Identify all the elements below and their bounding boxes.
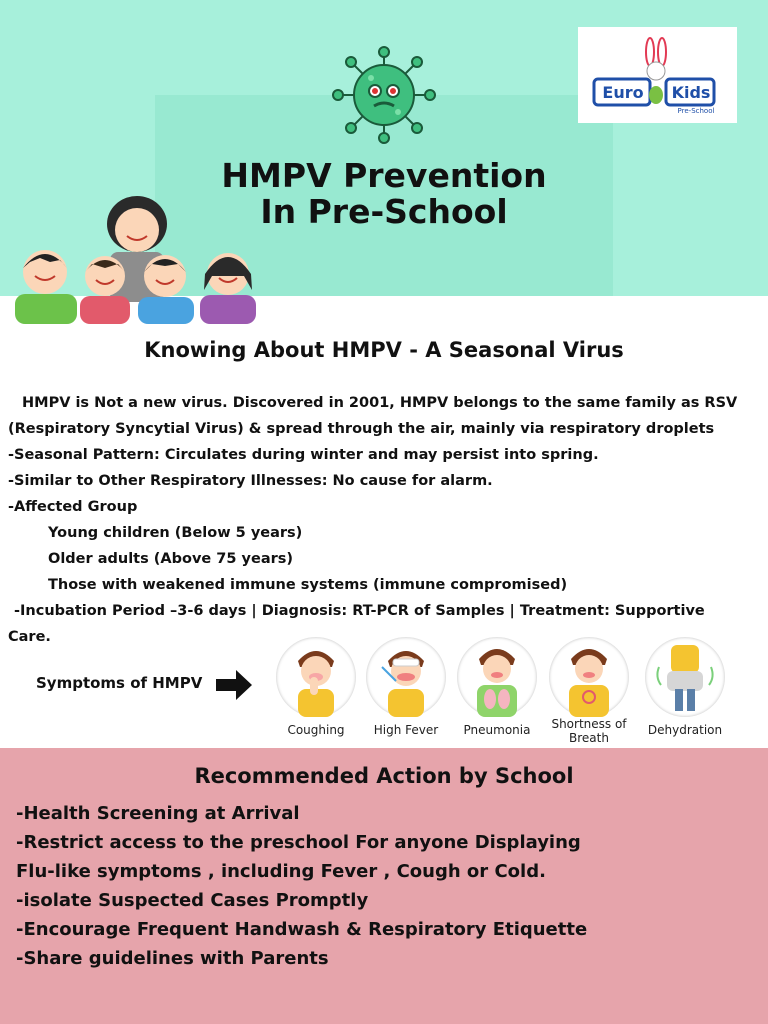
- action-item: Flu-like symptoms , including Fever , Cough or Cold.: [16, 861, 546, 882]
- about-line: Older adults (Above 75 years): [48, 551, 294, 567]
- symptom-high-fever: [361, 637, 451, 737]
- about-line: HMPV is Not a new virus. Discovered in 2001, HMPV belongs to the same family as RSV: [22, 395, 738, 411]
- about-heading: Knowing About HMPV - A Seasonal Virus: [144, 338, 624, 362]
- symptom-label: High Fever: [373, 723, 439, 737]
- logo-brand-left: Euro: [602, 83, 644, 102]
- symptom-shortness-of-breath: [544, 637, 634, 745]
- symptom-coughing: [271, 637, 361, 737]
- action-item: -isolate Suspected Cases Promptly: [16, 890, 369, 911]
- action-item: -Health Screening at Arrival: [16, 803, 300, 824]
- children-illustration: [0, 190, 275, 324]
- pneumonia-icon: [457, 637, 537, 717]
- about-body: [8, 390, 762, 650]
- fever-icon: [366, 637, 446, 717]
- about-line: Those with weakened immune systems (immune compromised): [48, 577, 568, 593]
- about-line: -Incubation Period –3-6 days | Diagnosis: RT-PCR of Samples | Treatment: Supportive: [14, 603, 705, 619]
- action-item: -Restrict access to the preschool For anyone Displaying: [16, 832, 581, 853]
- about-line: -Similar to Other Respiratory Illnesses: No cause for alarm.: [8, 473, 493, 489]
- dehydration-icon: [645, 637, 725, 717]
- about-line: (Respiratory Syncytial Virus) & spread through the air, mainly via respiratory droplets: [8, 421, 715, 437]
- symptom-label: Coughing: [287, 723, 345, 737]
- about-line: -Affected Group: [8, 499, 138, 515]
- action-item: -Share guidelines with Parents: [16, 948, 329, 969]
- logo-tagline: Pre-School: [677, 107, 715, 115]
- logo-brand-right: Kids: [671, 83, 711, 102]
- symptom-label: Shortness of Breath: [551, 717, 627, 745]
- about-line: Care.: [8, 629, 51, 645]
- title-line-2: In Pre-School: [260, 192, 508, 231]
- actions-list: [16, 799, 756, 973]
- action-item: -Encourage Frequent Handwash & Respiratory Etiquette: [16, 919, 588, 940]
- symptoms-label: Symptoms of HMPV: [36, 674, 203, 692]
- arrow-right-icon: [216, 670, 252, 700]
- shortness-of-breath-icon: [549, 637, 629, 717]
- about-line: Young children (Below 5 years): [48, 525, 303, 541]
- symptom-dehydration: [640, 637, 730, 737]
- title-line-1: HMPV Prevention: [221, 156, 547, 195]
- virus-icon: [326, 46, 442, 144]
- coughing-icon: [276, 637, 356, 717]
- eurokids-logo: [578, 27, 737, 123]
- about-line: -Seasonal Pattern: Circulates during winter and may persist into spring.: [8, 447, 599, 463]
- symptom-label: Pneumonia: [463, 723, 531, 737]
- symptom-label: Dehydration: [647, 723, 723, 737]
- actions-heading: Recommended Action by School: [194, 764, 574, 788]
- symptom-pneumonia: [452, 637, 542, 737]
